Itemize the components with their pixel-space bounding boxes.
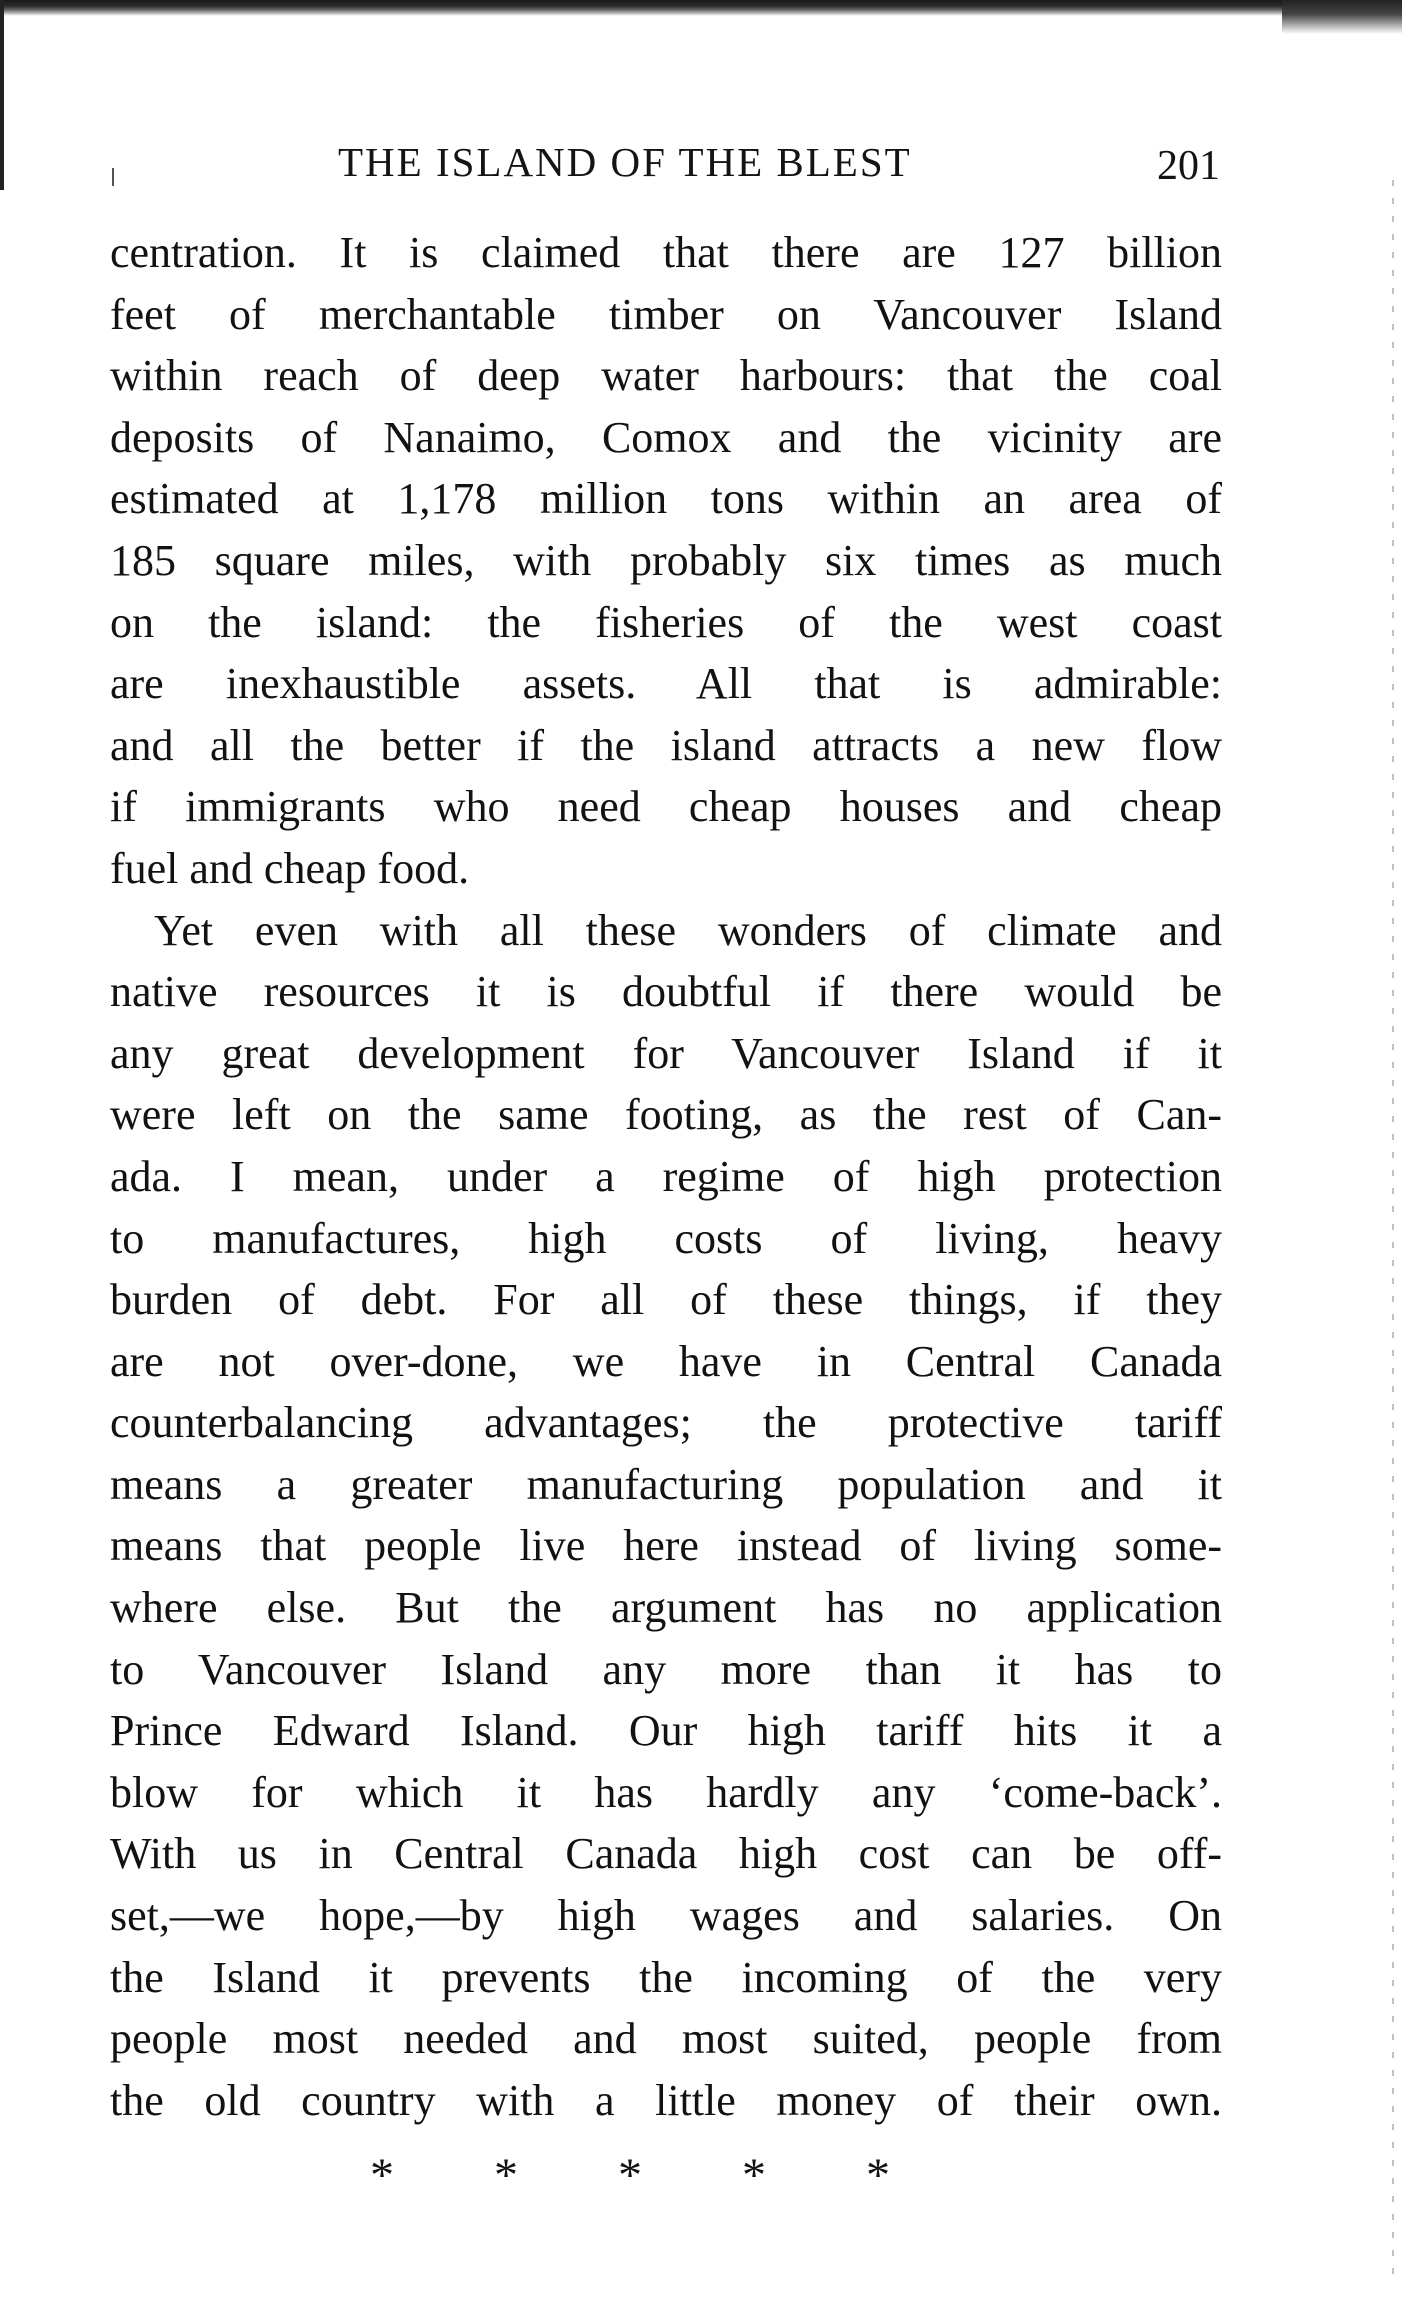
text-line: counterbalancing advantages; the protective tariff <box>110 1398 1222 1448</box>
text-line: estimated at 1,178 million tons within an area of <box>110 474 1222 524</box>
text-line: people most needed and most suited, people from <box>110 2014 1222 2064</box>
text-line: the Island it prevents the incoming of the very <box>110 1952 1222 2002</box>
text-line: to manufactures, high costs of living, heavy <box>110 1213 1222 1263</box>
text-line: native resources it is doubtful if there would be <box>110 967 1222 1017</box>
text-line: 185 square miles, with probably six times as much <box>110 535 1222 585</box>
text-line: are not over-done, we have in Central Canada <box>110 1336 1222 1386</box>
asterisk-ornament: * <box>494 2149 518 2202</box>
text-line: feet of merchantable timber on Vancouver Island <box>110 289 1222 339</box>
scan-top-edge <box>0 0 1402 16</box>
text-line: are inexhaustible assets. All that is admirable: <box>110 659 1222 709</box>
asterisk-ornament: * <box>618 2149 642 2202</box>
asterisk-ornament: * <box>742 2149 766 2202</box>
section-break <box>370 2148 890 2203</box>
text-line: deposits of Nanaimo, Comox and the vicinity are <box>110 412 1222 462</box>
text-line: within reach of deep water harbours: that the coal <box>110 351 1222 401</box>
text-line: any great development for Vancouver Island if it <box>110 1028 1222 1078</box>
asterisk-ornament: * <box>866 2149 890 2202</box>
text-line: if immigrants who need cheap houses and cheap <box>110 782 1222 832</box>
paragraph-end-line: fuel and cheap food. <box>110 843 470 893</box>
scan-mark <box>112 168 114 186</box>
page-number: 201 <box>1157 143 1220 189</box>
text-line: means that people live here instead of living some- <box>110 1521 1222 1571</box>
body-text <box>110 222 1222 2131</box>
text-line: to Vancouver Island any more than it has to <box>110 1644 1222 1694</box>
text-line: blow for which it has hardly any ‘come-back’. <box>110 1767 1222 1817</box>
running-title: THE ISLAND OF THE BLEST <box>338 139 912 185</box>
running-head <box>200 138 1250 198</box>
scan-left-edge <box>0 0 4 190</box>
text-line: means a greater manufacturing population and it <box>110 1459 1222 1509</box>
scan-right-edge <box>1392 180 1394 2280</box>
text-line: burden of debt. For all of these things, if they <box>110 1275 1222 1325</box>
paragraph-start-line: Yet even with all these wonders of climate and <box>154 905 1222 955</box>
text-line: where else. But the argument has no application <box>110 1583 1222 1633</box>
text-line: on the island: the fisheries of the west coast <box>110 597 1222 647</box>
text-line: centration. It is claimed that there are 127 billion <box>110 228 1222 277</box>
text-line: the old country with a little money of their own. <box>110 2075 1222 2125</box>
text-line: With us in Central Canada high cost can be off- <box>110 1829 1222 1879</box>
asterisk-ornament: * <box>370 2149 394 2202</box>
text-line: were left on the same footing, as the rest of Can- <box>110 1090 1222 1140</box>
text-line: ada. I mean, under a regime of high protection <box>110 1151 1222 1201</box>
text-line: Prince Edward Island. Our high tariff hits it a <box>110 1706 1222 1756</box>
text-line: set,—we hope,—by high wages and salaries. On <box>110 1891 1222 1941</box>
scan-top-edge-corner <box>1282 0 1402 34</box>
text-line: and all the better if the island attracts a new flow <box>110 720 1222 770</box>
